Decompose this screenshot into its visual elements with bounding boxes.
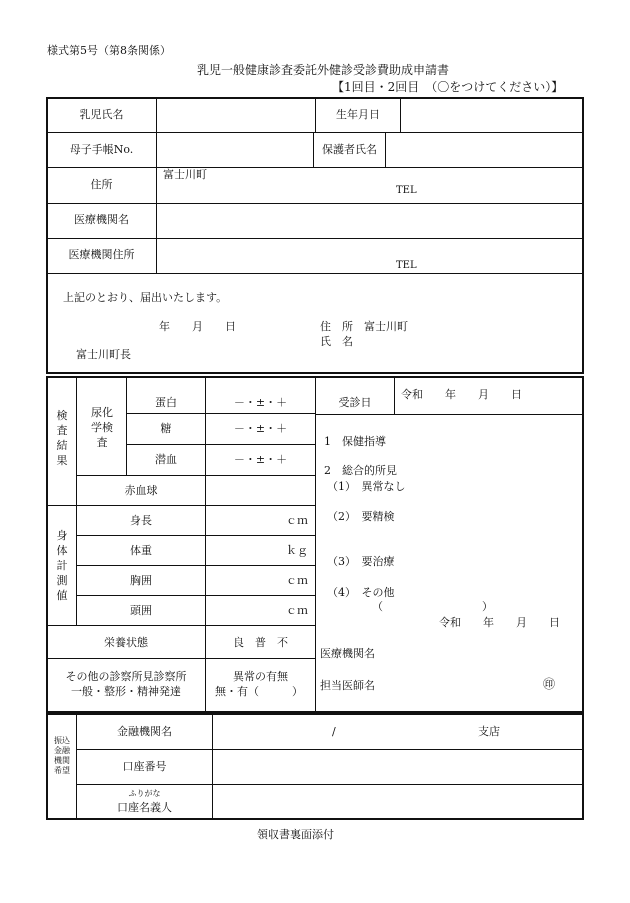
facility-address-label: 医療機関住所 — [68, 248, 135, 261]
weight-label: 体重 — [130, 544, 152, 557]
account-holder-label: 口座名義人 — [117, 801, 172, 814]
finding-option-1[interactable]: （1） 異常なし — [327, 480, 406, 493]
blood-label: 潜血 — [155, 453, 177, 466]
overall-findings: 2 総合的所見 — [324, 464, 397, 477]
rbc-field[interactable] — [206, 476, 315, 505]
furigana-label: ふりがな — [128, 789, 161, 798]
weight-unit: ｋｇ — [286, 544, 308, 557]
facility-name-label: 医療機関名 — [74, 213, 129, 226]
other-findings-sublabel: 一般・整形・精神発達 — [71, 685, 181, 698]
finding-other-paren: （ ） — [372, 600, 493, 613]
facility-tel-label: TEL — [396, 260, 417, 271]
nutrition-label: 栄養状態 — [104, 636, 148, 649]
finding-option-2[interactable]: （2） 要精検 — [327, 510, 395, 523]
birthdate-field[interactable] — [401, 98, 583, 132]
guardian-name-field[interactable] — [386, 133, 583, 167]
visit-date-label: 受診日 — [338, 396, 372, 409]
account-no-field[interactable] — [213, 750, 583, 784]
handbook-no-field[interactable] — [157, 133, 312, 167]
height-unit: ｃｍ — [286, 514, 308, 527]
visit-date-value[interactable]: 令和 年 月 日 — [401, 388, 522, 401]
address-tel-label: TEL — [396, 185, 417, 196]
account-holder-field[interactable] — [213, 785, 583, 819]
head-unit: ｃｍ — [286, 604, 308, 617]
branch-label: 支店 — [478, 725, 500, 738]
infant-name-label: 乳児氏名 — [79, 108, 124, 121]
page-title: 乳児一般健康診査委託外健診受診費助成申請書 — [197, 63, 450, 77]
abnormal-options[interactable]: 無・有（ ） — [215, 685, 303, 698]
finding-option-4[interactable]: （4） その他 — [327, 586, 395, 599]
abnormal-label: 異常の有無 — [233, 670, 288, 683]
form-number: 様式第5号（第8条関係） — [47, 44, 171, 57]
protein-label: 蛋白 — [155, 396, 177, 409]
declaration-name: 氏 名 — [320, 335, 353, 348]
address-label: 住所 — [90, 178, 113, 191]
address-value[interactable]: 富士川町 — [163, 168, 207, 181]
declaration-date: 年 月 日 — [159, 320, 236, 333]
bank-section-label: 振込金融機関希望 — [54, 736, 70, 775]
body-measure-label: 身体計測値 — [56, 529, 68, 602]
handbook-no-label: 母子手帳No. — [69, 143, 134, 156]
sign-date[interactable]: 令和 年 月 日 — [439, 616, 560, 629]
declaration-address: 住 所 富士川町 — [320, 320, 408, 333]
bank-separator: / — [332, 725, 336, 738]
blood-options[interactable]: －・±・＋ — [233, 453, 288, 466]
health-guidance: 1 保健指導 — [324, 435, 386, 448]
rbc-label: 赤血球 — [124, 484, 158, 497]
declaration-statement: 上記のとおり、届出いたします。 — [63, 291, 228, 304]
seal-mark: ㊞ — [543, 677, 556, 691]
sugar-options[interactable]: －・±・＋ — [233, 422, 288, 435]
other-findings-label: その他の診察所見診察所 — [65, 670, 187, 683]
facility-name-sign-label: 医療機関名 — [320, 647, 375, 660]
head-label: 頭囲 — [130, 604, 152, 617]
count-selector: 【1回目・2回目 （〇をつけてください）】 — [332, 80, 564, 94]
addressee: 富士川町長 — [76, 348, 131, 361]
height-label: 身長 — [130, 514, 152, 527]
protein-options[interactable]: －・±・＋ — [233, 396, 288, 409]
finding-option-3[interactable]: （3） 要治療 — [327, 555, 395, 568]
receipt-note: 領収書裏面添付 — [257, 828, 334, 841]
facility-name-field[interactable] — [157, 204, 583, 238]
doctor-name-label: 担当医師名 — [320, 679, 375, 692]
sugar-label: 糖 — [160, 422, 172, 435]
nutrition-options[interactable]: 良 普 不 — [233, 636, 288, 649]
account-no-label: 口座番号 — [122, 760, 167, 773]
chest-label: 胸囲 — [130, 574, 152, 587]
urine-test-label: 尿化学検査 — [91, 406, 113, 449]
guardian-name-label: 保護者氏名 — [322, 143, 377, 156]
exam-results-label: 検査結果 — [56, 409, 68, 467]
chest-unit: ｃｍ — [286, 574, 308, 587]
bank-name-label: 金融機関名 — [117, 725, 172, 738]
infant-name-field[interactable] — [157, 98, 314, 132]
birthdate-label: 生年月日 — [336, 108, 380, 121]
